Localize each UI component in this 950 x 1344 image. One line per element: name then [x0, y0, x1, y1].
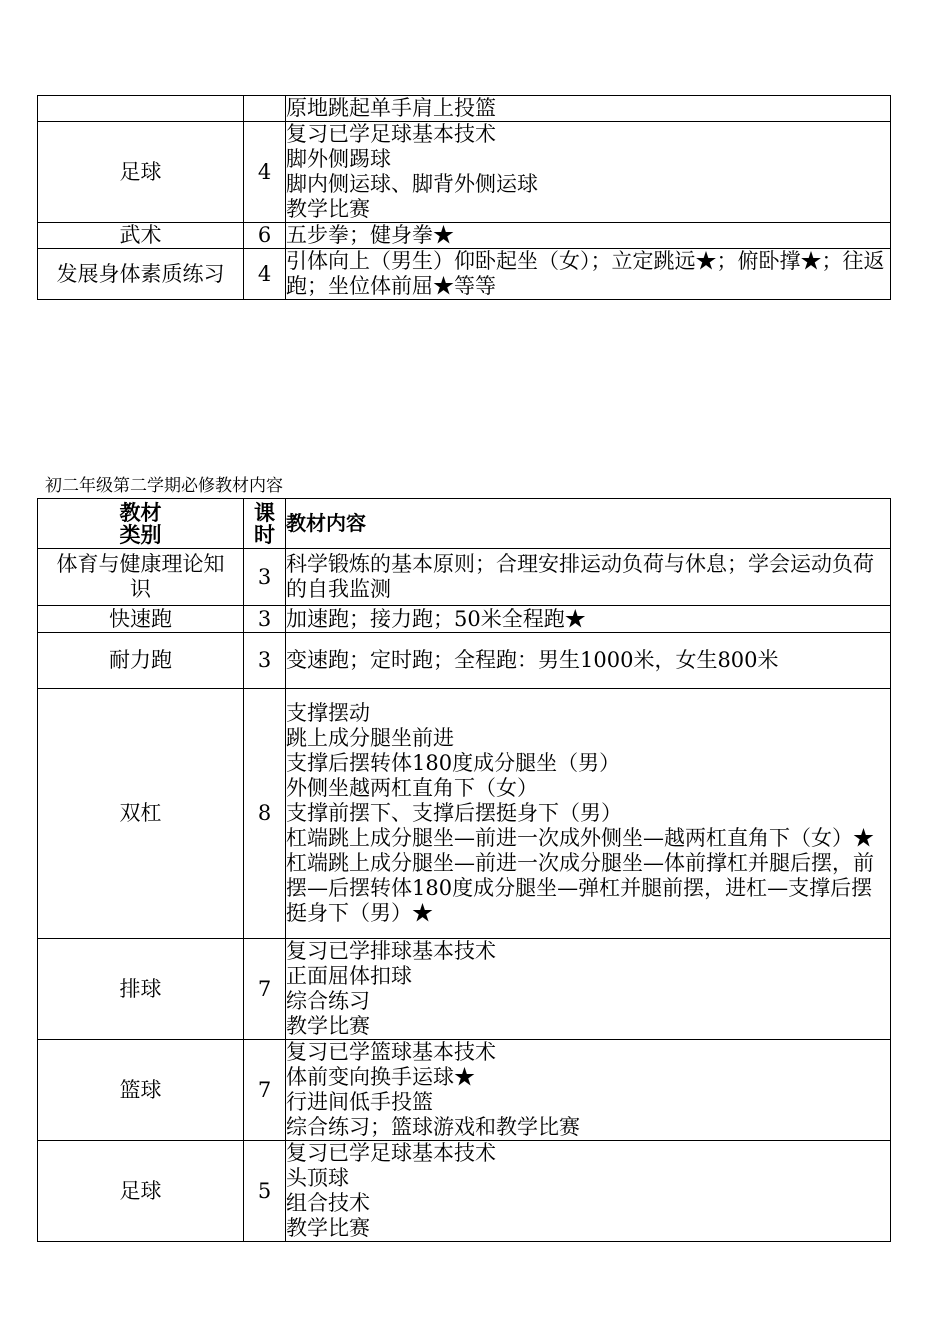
content-cell [286, 249, 891, 300]
hours-cell: 8 [244, 689, 286, 939]
content-cell [286, 606, 891, 633]
table-row [38, 1040, 891, 1141]
content-line: 杠端跳上成分腿坐—前进一次成分腿坐—体前撑杠并腿后摆，前摆—后摆转体180度成分腿坐—弹杠并腿前摆，进杠—支撑后摆挺身下（男）★ [286, 851, 874, 925]
hours-cell: 5 [244, 1141, 286, 1242]
content-cell [286, 1141, 891, 1242]
content-line: 脚内侧运球、脚背外侧运球 [286, 172, 538, 196]
curriculum-table [37, 498, 891, 1242]
table-row [38, 689, 891, 939]
content-line: 五步拳；健身拳★ [286, 223, 454, 247]
content-line: 支撑摆动 [286, 701, 370, 725]
category-cell: 篮球 [38, 1040, 244, 1141]
content-cell [286, 1040, 891, 1141]
category-cell [38, 549, 244, 606]
table-header-row [38, 499, 891, 549]
content-cell [286, 633, 891, 689]
content-line: 原地跳起单手肩上投篮 [286, 96, 496, 120]
content-line: 复习已学足球基本技术 [286, 122, 496, 146]
table-row [38, 606, 891, 633]
hours-cell: 3 [244, 606, 286, 633]
table-row [38, 249, 891, 300]
content-line: 跳上成分腿坐前进 [286, 726, 454, 750]
curriculum-table-continued [37, 95, 891, 300]
content-line: 支撑前摆下、支撑后摆挺身下（男） [286, 801, 622, 825]
table-row [38, 633, 891, 689]
content-cell [286, 549, 891, 606]
content-cell [286, 939, 891, 1040]
category-cell [38, 249, 244, 300]
category-cell: 武术 [38, 223, 244, 249]
content-line: 组合技术 [286, 1191, 370, 1215]
header-content: 教材内容 [286, 499, 891, 549]
hours-cell: 7 [244, 1040, 286, 1141]
content-cell [286, 96, 891, 122]
content-line: 教学比赛 [286, 1014, 370, 1038]
category-cell: 双杠 [38, 689, 244, 939]
content-line: 加速跑；接力跑；50米全程跑★ [286, 606, 586, 631]
table-row [38, 122, 891, 223]
table-row [38, 939, 891, 1040]
table-row [38, 223, 891, 249]
content-line: 综合练习；篮球游戏和教学比赛 [286, 1115, 580, 1139]
hours-cell: 6 [244, 223, 286, 249]
category-cell: 耐力跑 [38, 633, 244, 689]
category-text: 体育与健康理论知识 [56, 552, 225, 601]
content-line: 杠端跳上成分腿坐—前进一次成外侧坐—越两杠直角下（女）★ [286, 826, 874, 850]
table-row [38, 549, 891, 606]
content-line: 复习已学排球基本技术 [286, 939, 496, 963]
header-hours [244, 499, 286, 549]
category-cell: 足球 [38, 122, 244, 223]
content-line: 教学比赛 [286, 1216, 370, 1240]
hours-cell: 3 [244, 549, 286, 606]
content-line: 头顶球 [286, 1166, 349, 1190]
content-cell [286, 223, 891, 249]
category-text: 发展身体素质练习 [56, 261, 225, 286]
hours-cell: 7 [244, 939, 286, 1040]
hours-cell: 4 [244, 122, 286, 223]
hours-cell [244, 96, 286, 122]
table-row [38, 96, 891, 122]
category-cell: 排球 [38, 939, 244, 1040]
category-cell: 快速跑 [38, 606, 244, 633]
content-cell [286, 689, 891, 939]
content-line: 科学锻炼的基本原则；合理安排运动负荷与休息；学会运动负荷的自我监测 [286, 552, 874, 601]
content-line: 变速跑；定时跑；全程跑：男生1000米，女生800米 [286, 648, 779, 672]
content-line: 综合练习 [286, 989, 370, 1013]
content-line: 复习已学足球基本技术 [286, 1141, 496, 1165]
content-line: 支撑后摆转体180度成分腿坐（男） [286, 751, 621, 775]
content-line: 正面屈体扣球 [286, 964, 412, 988]
header-category [38, 499, 244, 549]
content-line: 教学比赛 [286, 197, 370, 221]
category-cell: 足球 [38, 1141, 244, 1242]
content-line: 行进间低手投篮 [286, 1090, 433, 1114]
content-cell [286, 122, 891, 223]
table-caption: 初二年级第二学期必修教材内容 [45, 476, 283, 496]
content-line: 体前变向换手运球★ [286, 1065, 475, 1089]
content-line: 脚外侧踢球 [286, 147, 391, 171]
content-line: 引体向上（男生）仰卧起坐（女）；立定跳远★；俯卧撑★；往返跑；坐位体前屈★等等 [286, 249, 885, 298]
content-line: 复习已学篮球基本技术 [286, 1040, 496, 1064]
table-row [38, 1141, 891, 1242]
header-category-text: 教材类别 [119, 499, 162, 547]
content-line: 外侧坐越两杠直角下（女） [286, 776, 538, 800]
category-cell [38, 96, 244, 122]
hours-cell: 3 [244, 633, 286, 689]
header-hours-text: 课时 [254, 499, 275, 547]
hours-cell: 4 [244, 249, 286, 300]
